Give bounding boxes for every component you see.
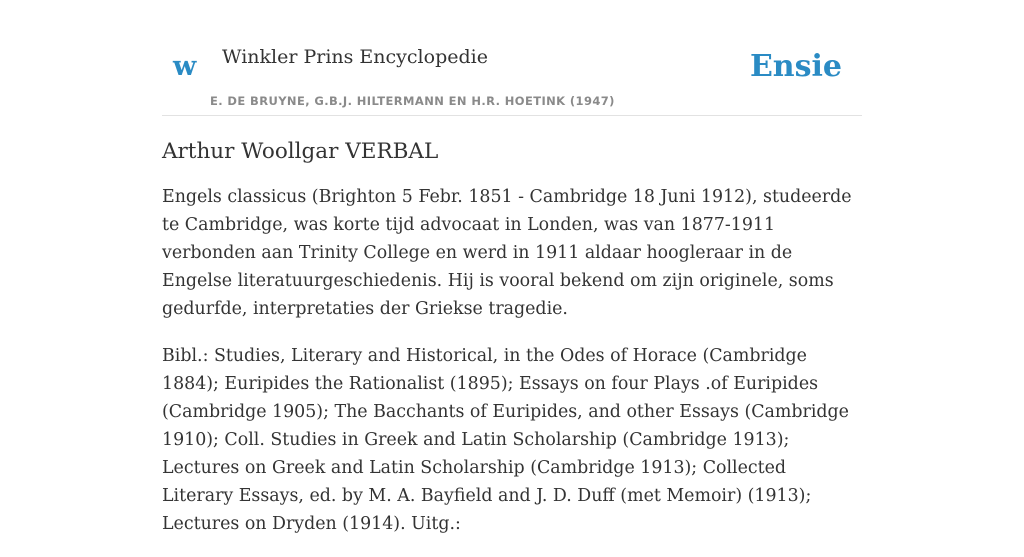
- site-header: [162, 40, 862, 116]
- article-paragraph-bibliography: Bibl.: Studies, Literary and Historical, in the Odes of Horace (Cambridge 1884); Euripides the Rationalist (1895); Essays on four Plays .of Euripides (Cambridge 1905); The Bacchants of Euripides, and other Essays (Cambridge 1910); Coll. Studies in Greek and Latin Scholarship (Cambridge 1913); Lectures on Greek and Latin Scholarship (Cambridge 1913); Collected Literary Essays, ed. by M. A. Bayfield and J. D. Duff (met Memoir) (1913); Lectures on Dryden (1914). Uitg.:: [162, 345, 849, 534]
- ensie-logo-link[interactable]: Ensie: [749, 49, 842, 84]
- article: [162, 138, 862, 557]
- article-paragraph-description: Engels classicus (Brighton 5 Febr. 1851 - Cambridge 18 Juni 1912), studeerde te Cambridge, was korte tijd advocaat in Londen, was van 1877-1911 verbonden aan Trinity College en werd in 1911 aldaar hoogleraar in de Engelse literatuurgeschiedenis. Hij is vooral bekend om zijn originele, soms gedurfde, interpretaties der Griekse tragedie.: [162, 186, 852, 319]
- book-title-link[interactable]: Winkler Prins Encyclopedie: [222, 46, 488, 68]
- book-authors: E. DE BRUYNE, G.B.J. HILTERMANN EN H.R. HOETINK (1947): [210, 94, 615, 108]
- entry-title: Arthur Woollgar VERBAL: [162, 139, 439, 164]
- book-logo-icon[interactable]: w: [173, 51, 197, 82]
